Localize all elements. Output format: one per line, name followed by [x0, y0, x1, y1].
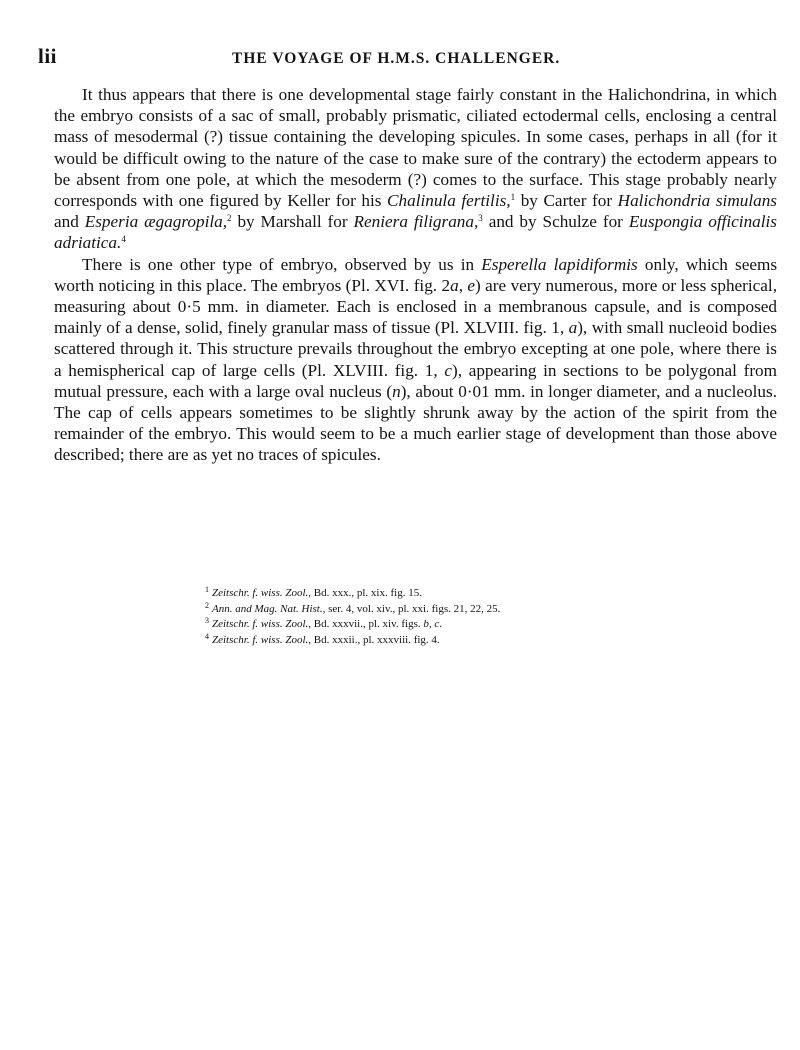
p2-fig-label-c: c [444, 360, 452, 380]
footnote-ref-3[interactable]: 3 [478, 213, 483, 224]
p2-text-7: ), about 0·01 mm. in longer diameter, and a nucleolus. The cap of cells appears sometimes to be slightly shrunk away by the action of the spirit from the remainder of the embryo. This would seem to be a much earlier stage of development than those above described; there are as yet no traces of spicules. [54, 381, 778, 465]
running-head: THE VOYAGE OF H.M.S. CHALLENGER. [232, 50, 561, 67]
p2-fig-label-e: e [467, 275, 476, 295]
footnote-ref-2[interactable]: 2 [227, 213, 232, 224]
footnote-marker: 1 [205, 585, 209, 594]
footnote-marker: 3 [205, 616, 209, 626]
p2-text-3: , [458, 275, 468, 295]
p1-taxon-euspongia: Euspongia officinalis adriatica. [54, 212, 777, 253]
footnote-3 [205, 617, 765, 633]
footnote-ref-4[interactable]: 4 [121, 234, 126, 245]
footnote-ref: , ser. 4, vol. xiv., pl. xxi. figs. 21, 22, 25. [322, 602, 501, 615]
footnote-ref-1[interactable]: 1 [510, 192, 516, 203]
footnote-journal: Zeitschr. f. wiss. Zool. [212, 587, 309, 599]
footnote-4 [205, 633, 765, 649]
p2-text-2: only, which seems worth noticing in this place. The embryos (Pl. XVI. fig. 2 [54, 254, 778, 295]
p1-text-3: and [54, 212, 85, 232]
paragraph-1 [54, 84, 777, 254]
p1-taxon-chalinula: Chalinula fertilis, [387, 191, 511, 211]
p1-text-4: by Marshall for [231, 212, 354, 232]
body-text [54, 84, 777, 466]
p1-taxon-halichondria: Halichondria simulans [617, 191, 777, 211]
footnote-marker: 2 [205, 600, 209, 610]
p1-text-5: and by Schulze for [482, 212, 629, 232]
p2-fig-label-a2: a [568, 318, 578, 338]
p1-text-2: by Carter for [515, 191, 618, 211]
p2-text-5: ), with small nucleoid bodies scattered through it. This structure prevails throughout the embryo excepting at one pole, where there is a hemispherical cap of large cells (Pl. XLVIII. fig. 1, [54, 318, 777, 380]
footnote-end: . [439, 618, 443, 631]
paragraph-2 [54, 254, 777, 466]
p2-taxon-esperella: Esperella lapidiformis [481, 254, 638, 274]
p2-text-6: ), appearing in sections to be polygonal from mutual pressure, each with a large oval nucleus ( [54, 360, 777, 401]
footnote-fig-label-c: c [434, 618, 440, 631]
footnote-2 [205, 602, 765, 618]
p2-fig-label-a: a [450, 275, 459, 295]
footnote-ref: , Bd. xxx., pl. xix. fig. 15. [308, 587, 422, 599]
footnote-journal: Ann. and Mag. Nat. Hist. [212, 602, 323, 615]
footnote-fig-label-b: b [423, 618, 429, 631]
footnotes [205, 586, 765, 648]
page-number: lii [38, 44, 58, 68]
footnote-ref: , Bd. xxxvii., pl. xiv. figs. [308, 618, 424, 631]
footnote-journal: Zeitschr. f. wiss. Zool. [212, 618, 309, 631]
footnote-journal: Zeitschr. f. wiss. Zool. [212, 633, 309, 646]
p2-text-4: ) are very numerous, more or less spherical, measuring about 0·5 mm. in diameter. Each is enclosed in a membranous capsule, and is composed mainly of a dense, solid, finely granular mass of tissue (Pl. XLVIII. fig. 1, [54, 275, 778, 338]
p2-fig-label-n: n [392, 381, 401, 401]
footnote-ref: , Bd. xxxii., pl. xxxviii. fig. 4. [308, 633, 440, 646]
p2-text-1: There is one other type of embryo, observed by us in [82, 254, 482, 274]
footnote-sep: , [428, 618, 435, 631]
footnote-marker: 4 [205, 631, 209, 641]
p1-taxon-reniera: Reniera filigrana, [353, 212, 479, 232]
p1-taxon-esperia: Esperia ægagropila, [84, 212, 228, 232]
p1-text-1: It thus appears that there is one developmental stage fairly constant in the Halichondrina, in which the embryo consists of a sac of small, probably prismatic, ciliated ectodermal cells, enclosing a central mass of mesodermal (?) tissue containing the developing spicules. In some cases, perhaps in all (for it would be difficult owing to the nature of the case to make sure of the contrary) the ectoderm appears to be absent from one pole, at which the mesoderm (?) comes to the surface. This stage probably nearly corresponds with one figured by Keller for his [54, 85, 777, 211]
footnote-1 [205, 586, 765, 602]
